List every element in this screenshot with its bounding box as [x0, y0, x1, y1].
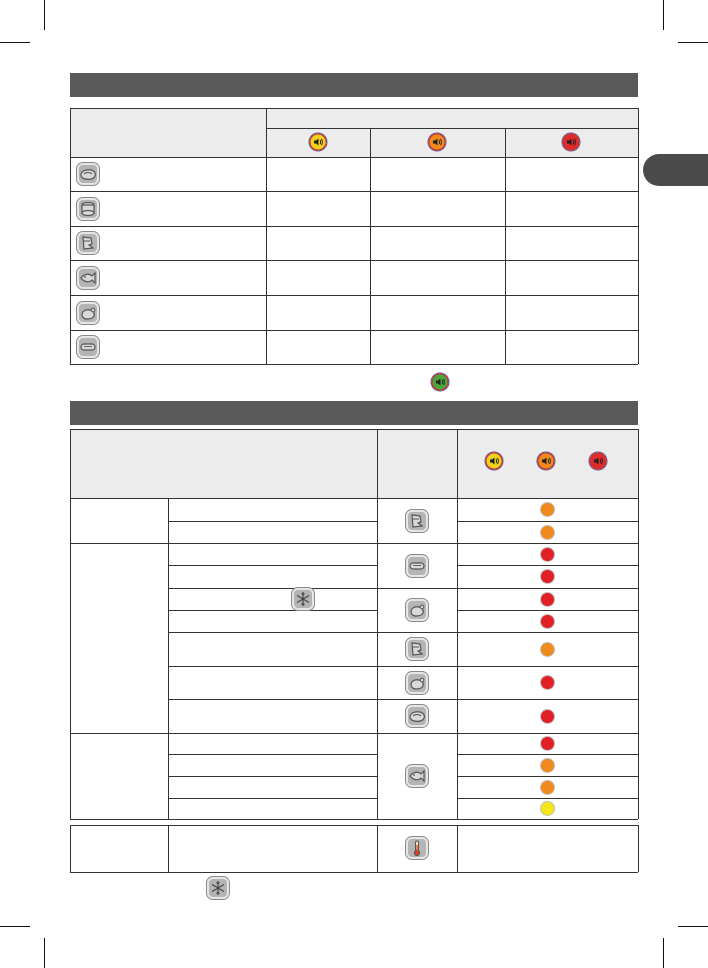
doneness-dot-red — [541, 676, 554, 689]
doneness-dot-orange — [541, 643, 554, 656]
table-rule — [266, 108, 267, 364]
table-rule — [457, 754, 638, 755]
doneness-dot-red — [541, 710, 554, 723]
table-rule — [168, 632, 638, 633]
crop-mark — [44, 0, 45, 30]
doneness-dot-orange — [541, 526, 554, 539]
thermometer-icon — [406, 837, 428, 859]
table-rule — [70, 819, 638, 820]
poultry-icon — [406, 672, 428, 694]
doneness-dot-red — [541, 593, 554, 606]
table-rule — [168, 825, 169, 872]
table1-header — [70, 108, 638, 157]
crop-mark — [0, 926, 30, 927]
doneness-dot-orange — [541, 759, 554, 772]
table-rule — [168, 521, 377, 522]
table-rule — [70, 157, 638, 158]
table-rule — [457, 825, 458, 872]
table-rule — [457, 798, 638, 799]
table-rule — [638, 429, 639, 819]
section-bar-1 — [70, 73, 638, 97]
doneness-dot-orange — [541, 503, 554, 516]
table-rule — [70, 260, 638, 261]
burger-icon — [77, 198, 99, 220]
table-rule — [70, 543, 638, 544]
table-rule — [168, 498, 169, 819]
table-rule — [377, 429, 378, 498]
table-rule — [70, 108, 638, 109]
table-rule — [168, 666, 638, 667]
table-rule — [370, 128, 371, 364]
poultry-icon — [77, 302, 99, 324]
snowflake-icon — [292, 588, 314, 610]
table-rule — [168, 565, 377, 566]
sound-badge-red — [588, 451, 608, 471]
table-rule — [638, 108, 639, 364]
table-rule — [70, 330, 638, 331]
table-rule — [505, 128, 506, 364]
crop-mark — [678, 42, 708, 43]
table-rule — [168, 610, 377, 611]
table-rule — [70, 825, 71, 872]
crop-mark — [0, 42, 30, 43]
table-rule — [70, 825, 638, 826]
table-rule — [70, 191, 638, 192]
table-rule — [457, 610, 638, 611]
crop-mark — [663, 0, 664, 30]
table-rule — [70, 733, 638, 734]
table-rule — [168, 754, 377, 755]
sound-badge-yellow — [308, 132, 328, 152]
table-rule — [377, 498, 378, 819]
table-rule — [70, 429, 71, 819]
table-rule — [457, 776, 638, 777]
crop-mark — [663, 938, 664, 968]
sound-badge-orange — [536, 451, 556, 471]
doneness-dot-red — [541, 615, 554, 628]
doneness-dot-red — [541, 737, 554, 750]
side-language-tab — [643, 154, 708, 186]
header-subrule — [266, 128, 638, 129]
sound-badge-red — [561, 132, 581, 152]
table-rule — [457, 521, 638, 522]
table-rule — [70, 364, 638, 365]
table-rule — [70, 295, 638, 296]
crop-mark — [44, 938, 45, 968]
crop-mark — [678, 926, 708, 927]
table-rule — [70, 498, 638, 499]
sound-badge-yellow — [484, 451, 504, 471]
sausage-icon — [406, 555, 428, 577]
snowflake-icon — [207, 877, 229, 899]
sausage-icon — [77, 336, 99, 358]
doneness-dot-yellow — [541, 802, 554, 815]
doneness-dot-orange — [541, 781, 554, 794]
table-rule — [70, 108, 71, 364]
table-rule — [377, 825, 378, 872]
table-rule — [168, 699, 638, 700]
table-rule — [168, 798, 377, 799]
sound-badge-green — [430, 372, 450, 392]
sound-badge-orange — [427, 132, 447, 152]
table-rule — [168, 588, 638, 589]
table-rule — [457, 429, 458, 819]
doneness-dot-red — [541, 570, 554, 583]
table-rule — [638, 825, 639, 872]
poultry-icon — [406, 599, 428, 621]
steak-icon — [77, 163, 99, 185]
pork-cut-icon — [406, 638, 428, 660]
pork-cut-icon — [77, 232, 99, 254]
doneness-dot-red — [541, 548, 554, 561]
table-rule — [70, 226, 638, 227]
table-rule — [457, 565, 638, 566]
section-bar-2 — [70, 401, 638, 425]
fish-icon — [406, 765, 428, 787]
steak-icon — [406, 705, 428, 727]
fish-icon — [77, 267, 99, 289]
table-rule — [70, 429, 638, 430]
table-rule — [70, 872, 638, 873]
pork-cut-icon — [406, 510, 428, 532]
table-rule — [168, 776, 377, 777]
